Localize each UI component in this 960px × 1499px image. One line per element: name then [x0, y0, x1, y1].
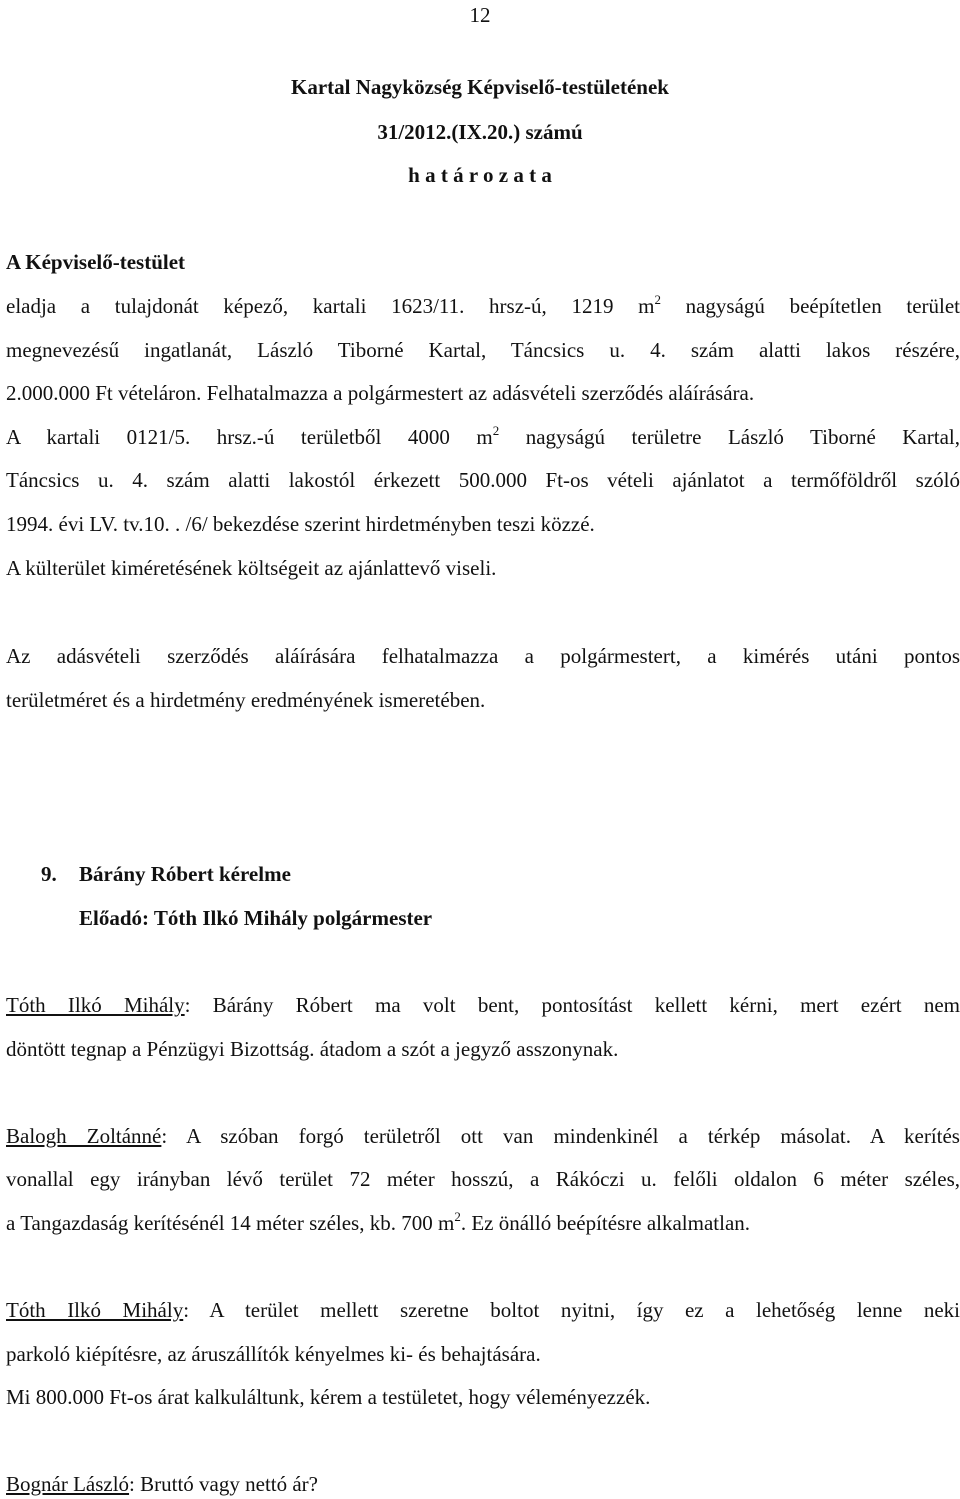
page-number: 12: [469, 3, 491, 27]
speech-line: Mi 800.000 Ft-os árat kalkuláltunk, kérem a testületet, hogy véleményezzék.: [6, 1385, 651, 1409]
speech-line: a Tangazdaság kerítésénél 14 méter széles, kb. 700 $m^2$. Ez önálló beépítésre alkalmatlan.: [6, 1209, 751, 1235]
resolution-line: Táncsics u. 4. szám alatti lakostól érkezett 500.000 Ft-os vételi ajánlatot a termőföldről szóló: [6, 468, 960, 492]
speaker-name: Tóth Ilkó Mihály: [6, 993, 185, 1017]
section-number: 9.: [41, 862, 57, 886]
speech-line: Tóth Ilkó Mihály: A terület mellett szeretne boltot nyitni, így ez a lehetőség lenne neki: [6, 1298, 960, 1322]
resolution-line: 2.000.000 Ft vételáron. Felhatalmazza a polgármestert az adásvételi szerződés aláírására.: [6, 381, 755, 405]
resolution-number: 31/2012.(IX.20.) számú: [377, 120, 583, 144]
section-presenter: Előadó: Tóth Ilkó Mihály polgármester: [79, 906, 433, 930]
speaker-name: Balogh Zoltánné: [6, 1124, 162, 1148]
resolution-line: A külterület kiméretésének költségeit az ajánlattevő viseli.: [6, 556, 497, 580]
resolution-line: Az adásvételi szerződés aláírására felhatalmazza a polgármestert, a kimérés utáni pontos: [6, 644, 960, 668]
speaker-name: Tóth Ilkó Mihály: [6, 1298, 184, 1322]
speech-line: döntött tegnap a Pénzügyi Bizottság. átadom a szót a jegyző asszonynak.: [6, 1037, 619, 1061]
resolution-label: h a t á r o z a t a: [408, 163, 552, 187]
section-title: Bárány Róbert kérelme: [79, 862, 291, 886]
resolution-line: megnevezésű ingatlanát, László Tiborné Kartal, Táncsics u. 4. szám alatti lakos részére,: [6, 338, 960, 362]
resolution-line: 1994. évi LV. tv.10. . /6/ bekezdése szerint hirdetményben teszi közzé.: [6, 512, 595, 536]
resolution-line: A kartali 0121/5. hrsz.-ú területből 4000 $m^2$ nagyságú területre László Tiborné Kartal,: [6, 423, 960, 449]
resolution-line: területméret és a hirdetmény eredményének ismeretében.: [6, 688, 486, 712]
speech-line: vonallal egy irányban lévő terület 72 méter hosszú, a Rákóczi u. felőli oldalon 6 méter széles,: [6, 1167, 960, 1191]
speech-line: Balogh Zoltánné: A szóban forgó területről ott van mindenkinél a térkép másolat. A kerítés: [6, 1124, 960, 1148]
resolution-line: eladja a tulajdonát képező, kartali 1623/11. hrsz-ú, 1219 $m^2$ nagyságú beépítetlen terület: [6, 292, 960, 318]
speaker-name: Bognár László: [6, 1472, 130, 1496]
speech-line: Tóth Ilkó Mihály: Bárány Róbert ma volt bent, pontosítást kellett kérni, mert ezért nem: [6, 993, 960, 1017]
resolution-heading: A Képviselő-testület: [6, 250, 186, 274]
resolution-title: Kartal Nagyközség Képviselő-testületének: [291, 75, 669, 99]
speech-line: parkoló kiépítésre, az áruszállítók kényelmes ki- és behajtására.: [6, 1342, 541, 1366]
speech-line: Bognár László: Bruttó vagy nettó ár?: [6, 1472, 318, 1496]
